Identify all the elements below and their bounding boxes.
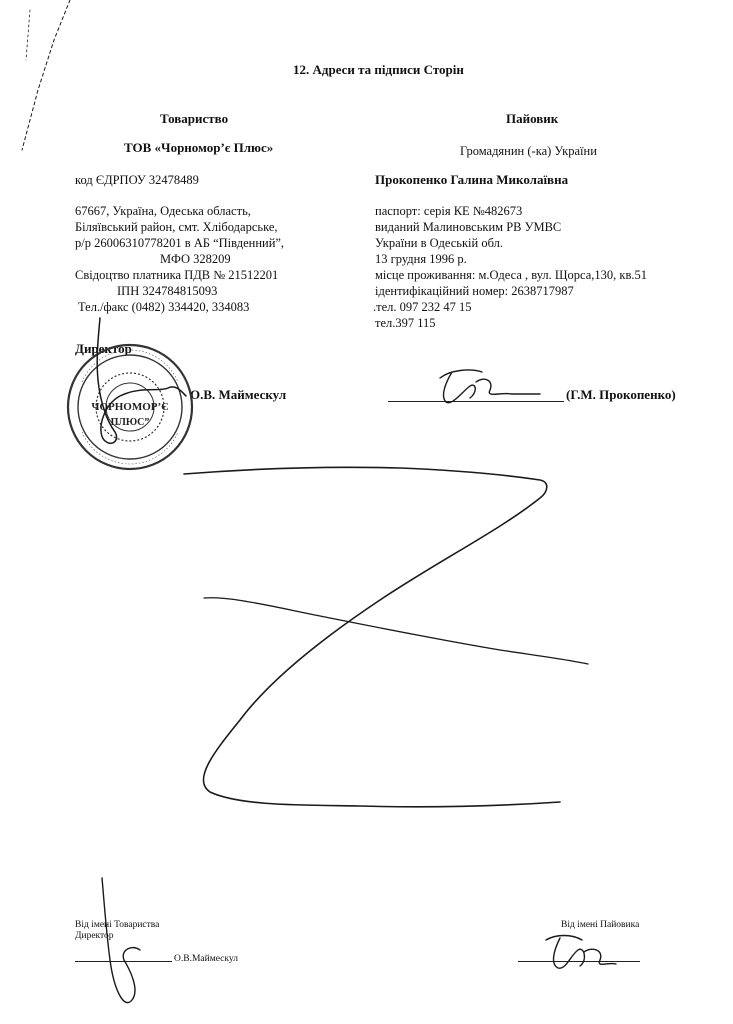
footer-shareholder-signature [546, 936, 616, 969]
company-column-header: Товариство [160, 111, 229, 126]
company-bank-account: р/р 26006310778201 в АБ “Південний”, [75, 236, 285, 250]
shareholder-residence: місце проживання: м.Одеса , вул. Щорса,130, кв.51 [375, 268, 647, 282]
director-signature [97, 318, 186, 443]
shareholder-tax-id: ідентифікаційний номер: 2638717987 [375, 284, 574, 298]
cancellation-z-mark [184, 467, 560, 807]
stamp-text-line: ЧОРНОМОР’Є [91, 401, 169, 413]
margin-mark [22, 0, 70, 150]
footer-shareholder-signature-line [518, 961, 640, 962]
stamp-text-line: ПЛЮС” [110, 417, 150, 428]
shareholder-phone: .тел. 097 232 47 15 [373, 300, 472, 314]
shareholder-phone: тел.397 115 [375, 316, 436, 330]
shareholder-passport-issuer: виданий Малиновським РВ УМВС [375, 220, 562, 234]
footer-company-label: Від імені Товариства [75, 920, 160, 930]
company-address-line: 67667, Україна, Одеська область, [75, 204, 251, 218]
company-phone-fax: Тел./факс (0482) 334420, 334083 [78, 300, 250, 314]
footer-director-name: О.В.Маймескул [174, 954, 238, 964]
footer-director-label: Директор [75, 931, 114, 941]
company-mfo: МФО 328209 [160, 252, 231, 266]
footer-shareholder-label: Від імені Пайовика [561, 920, 640, 930]
shareholder-citizenship: Громадянин (-ка) України [460, 144, 597, 158]
company-address-line: Біляївський район, смт. Хлібодарське, [75, 220, 278, 234]
shareholder-name: Прокопенко Галина Миколаївна [375, 172, 569, 187]
company-name: ТОВ «Чорномор’є Плюс» [124, 140, 274, 155]
shareholder-signature-name: (Г.М. Прокопенко) [566, 387, 676, 402]
company-tax-id: ІПН 324784815093 [117, 284, 218, 298]
shareholder-passport-issuer: України в Одеській обл. [375, 236, 503, 250]
shareholder-passport: паспорт: серія КЕ №482673 [375, 204, 523, 218]
company-edrpou: код ЄДРПОУ 32478489 [75, 173, 199, 187]
shareholder-passport-date: 13 грудня 1996 р. [375, 252, 467, 266]
director-name: О.В. Маймескул [190, 387, 287, 402]
section-heading: 12. Адреси та підписи Сторін [293, 62, 464, 77]
footer-company-signature-line [75, 961, 172, 962]
company-vat-certificate: Свідоцтво платника ПДВ № 21512201 [75, 268, 279, 282]
shareholder-signature [440, 370, 540, 403]
shareholder-column-header: Пайовик [506, 111, 559, 126]
shareholder-signature-line [388, 401, 564, 402]
director-label: Директор [75, 341, 132, 356]
